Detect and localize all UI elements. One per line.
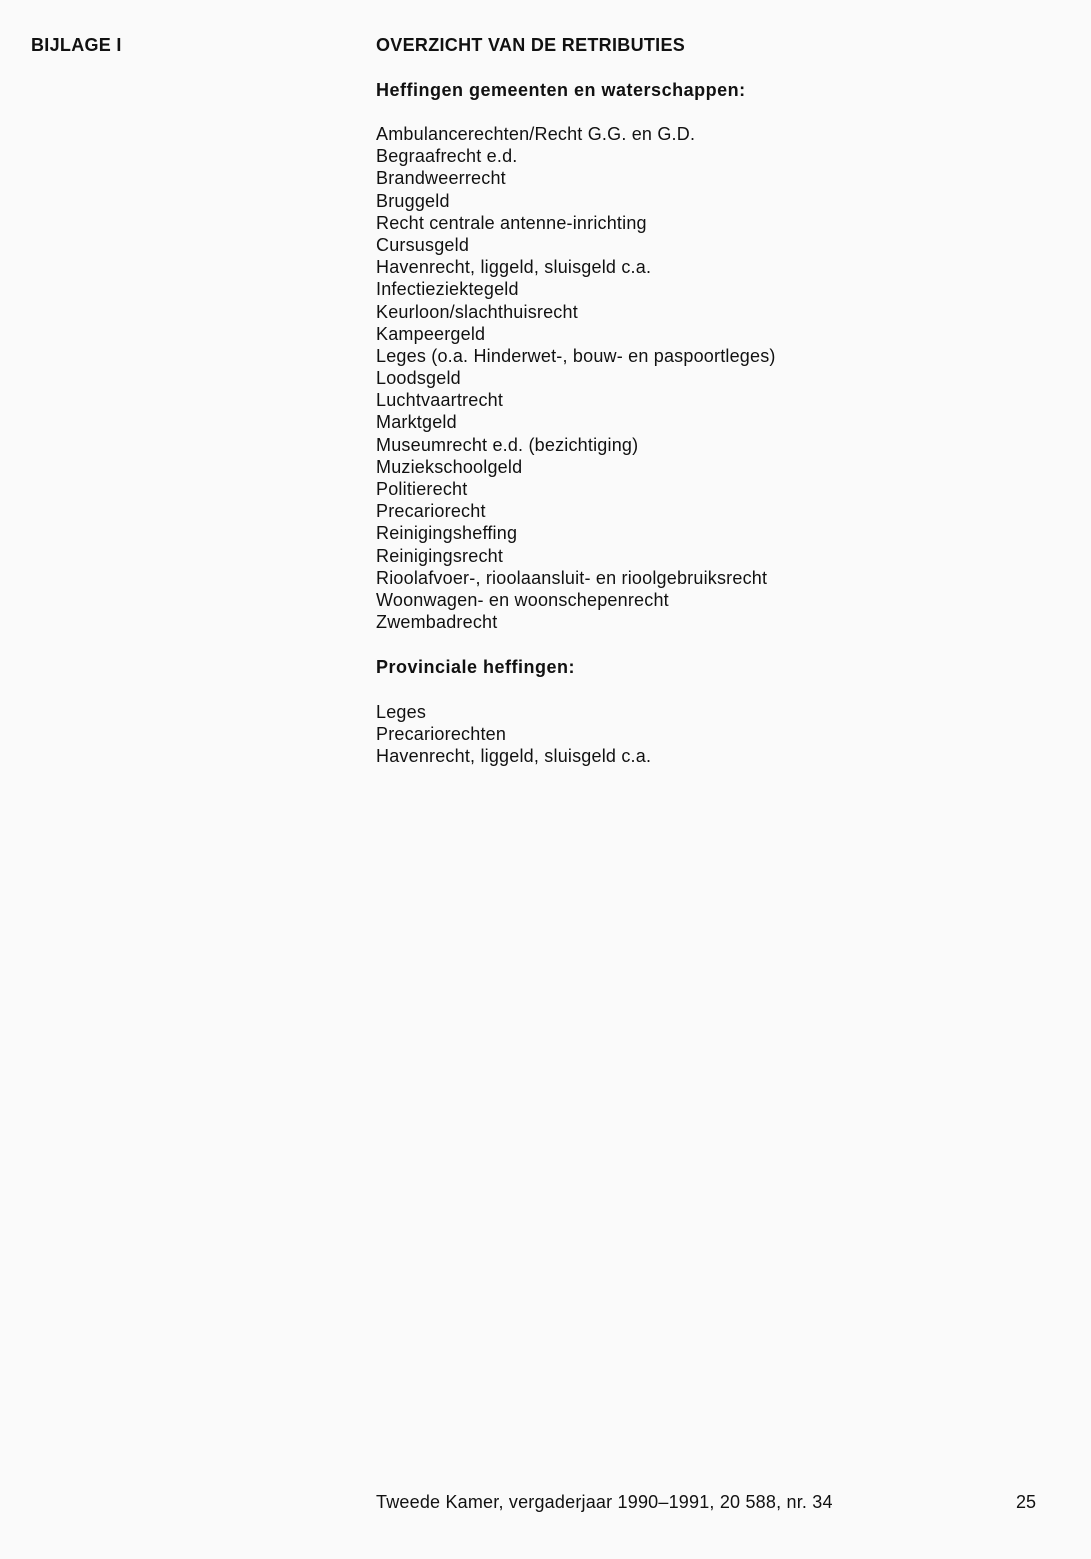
list-item: Infectieziektegeld (376, 279, 519, 300)
list-item: Ambulancerechten/Recht G.G. en G.D. (376, 124, 696, 144)
appendix-label: BIJLAGE I (31, 35, 122, 55)
list-item: Havenrecht, liggeld, sluisgeld c.a. (376, 257, 652, 278)
list-item: Zwembadrecht (376, 612, 498, 633)
list-item: Museumrecht e.d. (bezichtiging) (376, 434, 639, 455)
page-number: 25 (1016, 1492, 1037, 1512)
list-item: Precariorechten (376, 724, 507, 745)
list-item: Cursusgeld (376, 234, 470, 255)
list-item: Reinigingsrecht (376, 545, 504, 566)
list-item: Bruggeld (376, 190, 450, 211)
footer-citation: Tweede Kamer, vergaderjaar 1990–1991, 20 588, nr. 34 (376, 1492, 833, 1512)
list-item: Loodsgeld (376, 368, 461, 389)
provincial-levies-list (376, 701, 651, 768)
list-item: Precariorecht (376, 501, 486, 522)
list-item: Reinigingsheffing (376, 523, 518, 544)
list-item: Begraafrecht e.d. (376, 146, 518, 167)
list-item: Recht centrale antenne-inrichting (376, 212, 647, 233)
page-title: OVERZICHT VAN DE RETRIBUTIES (376, 35, 686, 55)
section-heading-provincial: Provinciale heffingen: (376, 657, 576, 677)
list-item: Havenrecht, liggeld, sluisgeld c.a. (376, 746, 652, 767)
list-item: Leges (376, 702, 427, 722)
municipal-levies-list (376, 123, 776, 633)
list-item: Brandweerrecht (376, 168, 506, 189)
list-item: Muziekschoolgeld (376, 456, 523, 477)
list-item: Politierecht (376, 479, 468, 499)
section-heading-municipal: Heffingen gemeenten en waterschappen: (376, 80, 746, 100)
list-item: Luchtvaartrecht (376, 390, 504, 411)
list-item: Woonwagen- en woonschepenrecht (376, 589, 669, 610)
list-item: Kampeergeld (376, 323, 486, 344)
list-item: Rioolafvoer-, rioolaansluit- en rioolgebruiksrecht (376, 567, 768, 588)
list-item: Keurloon/slachthuisrecht (376, 301, 578, 322)
list-item: Leges (o.a. Hinderwet-, bouw- en paspoortleges) (376, 345, 776, 366)
list-item: Marktgeld (376, 412, 457, 433)
